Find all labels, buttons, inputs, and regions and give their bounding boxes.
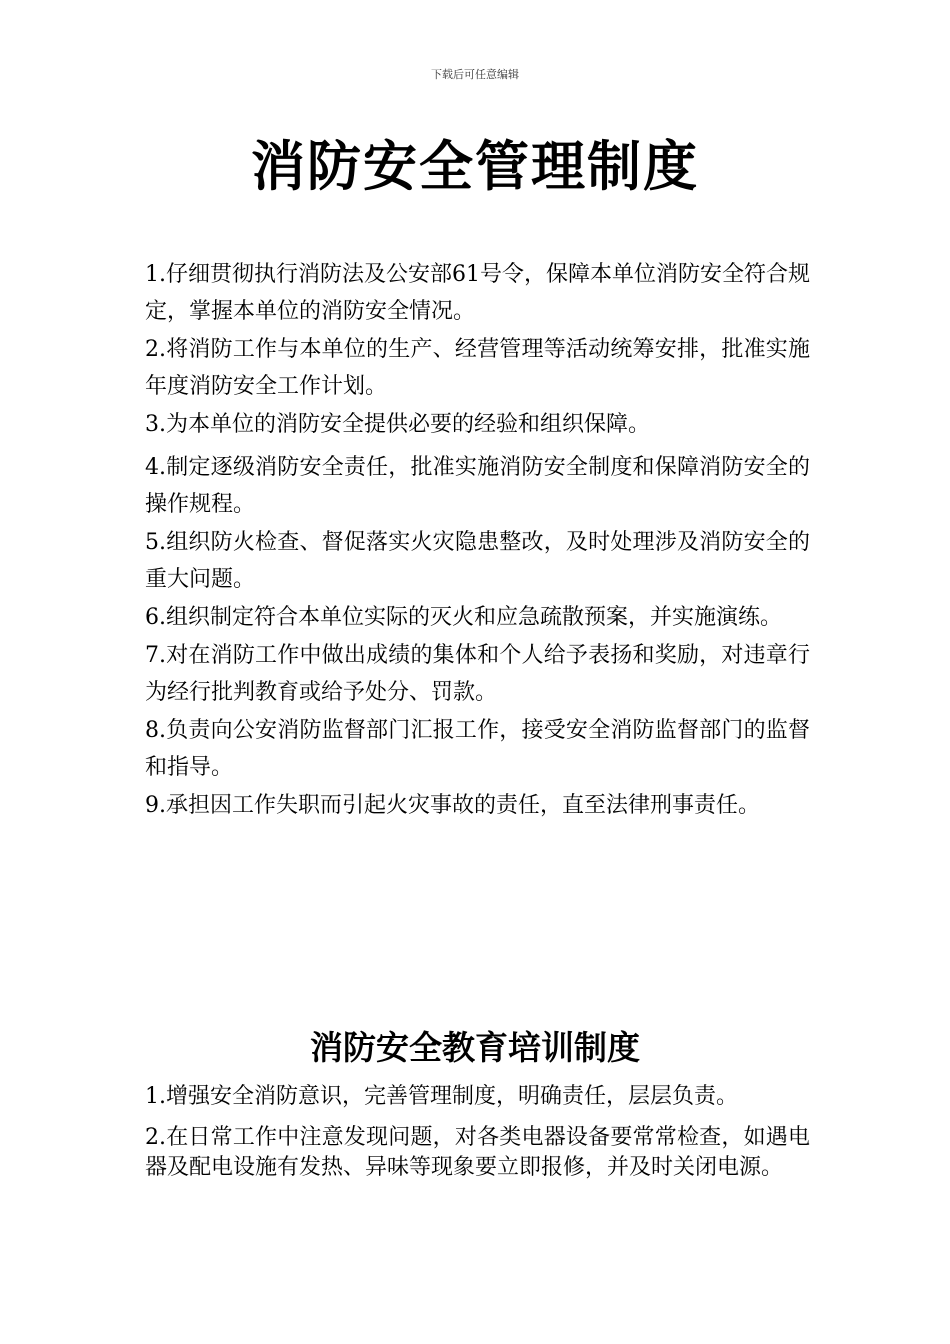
clause-8: 8.负责向公安消防监督部门汇报工作，接受安全消防监督部门的监督和指导。: [145, 718, 810, 780]
document-title: 消防安全管理制度: [251, 135, 699, 198]
training-clauses: [145, 1078, 810, 1191]
clause-7: 7.对在消防工作中做出成绩的集体和个人给予表扬和奖励，对违章行为经行批判教育或给予处分、罚款。: [145, 643, 810, 705]
clause-5: 5.组织防火检查、督促落实火灾隐患整改，及时处理涉及消防安全的重大问题。: [145, 530, 810, 592]
training-title: 消防安全教育培训制度: [310, 1028, 640, 1067]
clause-6: 6.组织制定符合本单位实际的灭火和应急疏散预案，并实施演练。: [145, 605, 782, 630]
clause-3: 3.为本单位的消防安全提供必要的经验和组织保障。: [145, 412, 650, 437]
training-clause-1: 1.增强安全消防意识，完善管理制度，明确责任，层层负责。: [145, 1084, 738, 1109]
header-note: 下载后可任意编辑: [431, 68, 519, 81]
clause-4: 4.制定逐级消防安全责任，批准实施消防安全制度和保障消防安全的操作规程。: [145, 455, 810, 517]
training-clause-2: 2.在日常工作中注意发现问题，对各类电器设备要常常检查，如遇电器及配电设施有发热、异味等现象要立即报修，并及时关闭电源。: [145, 1125, 810, 1180]
clause-2: 2.将消防工作与本单位的生产、经营管理等活动统筹安排，批准实施年度消防安全工作计划。: [145, 337, 810, 399]
clause-9: 9.承担因工作失职而引起火灾事故的责任，直至法律刑事责任。: [145, 793, 760, 818]
management-clauses: [145, 256, 810, 825]
clause-1: 1.仔细贯彻执行消防法及公安部61号令，保障本单位消防安全符合规定，掌握本单位的消防安全情况。: [145, 262, 810, 324]
